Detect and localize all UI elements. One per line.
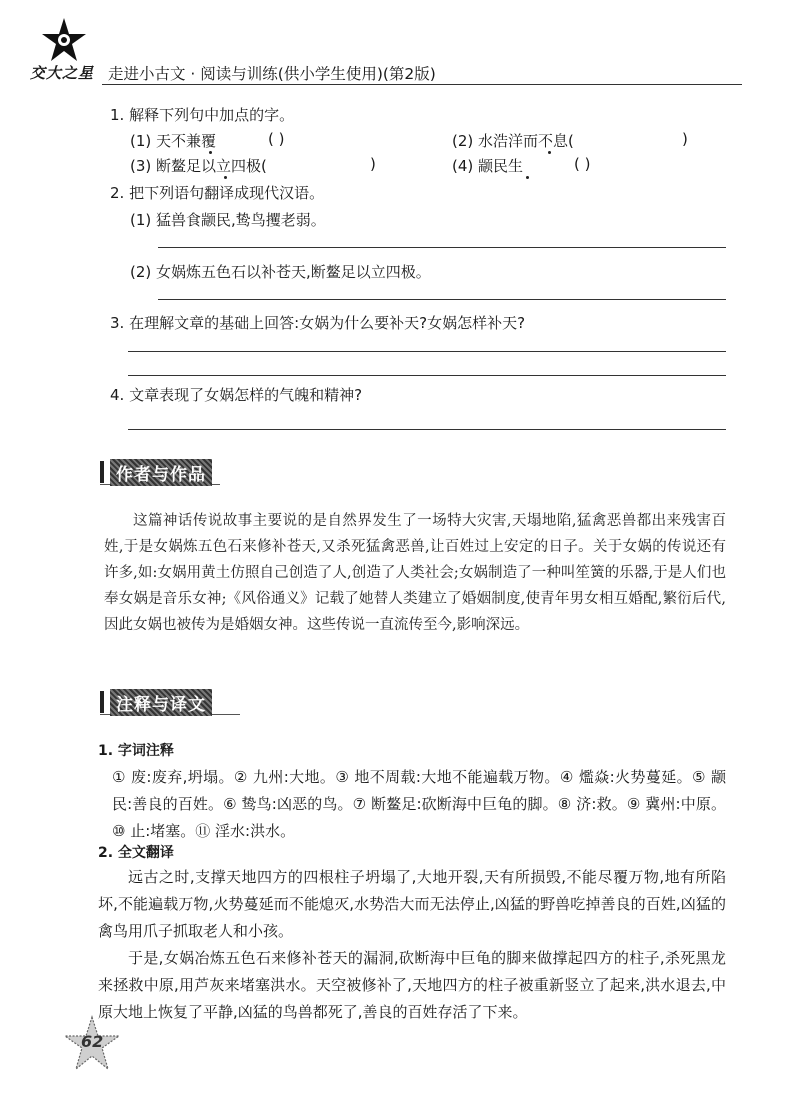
q1-stem: 1. 解释下列句中加点的字。 bbox=[110, 106, 295, 124]
section-marker-icon bbox=[100, 461, 104, 483]
author-paragraph: 这篇神话传说故事主要说的是自然界发生了一场特大灾害,天塌地陷,猛禽恶兽都出来残害百姓,于是女娲炼五色石来修补苍天,又杀死猛禽恶兽,让百姓过上安定的日子。关于女娲的传说还有许多,如:女娲用黄土仿照自己创造了人,创造了人类社会;女娲制造了一种叫笙簧的乐器,于是人们也奉女娲是音乐女神;《风俗通义》记载了她替人类建立了婚姻制度,使青年男女相互婚配,繁衍后代,因此女娲也被传为是婚姻女神。这些传说一直流传至今,影响深远。 bbox=[104, 513, 726, 633]
q2-stem: 2. 把下列语句翻译成现代汉语。 bbox=[110, 184, 325, 202]
q1-item-1-answer[interactable]: ( ) bbox=[268, 130, 285, 148]
translation-paragraph-2: 于是,女娲冶炼五色石来修补苍天的漏洞,砍断海中巨龟的脚来做撑起四方的柱子,杀死黑龙来拯救中原,用芦灰来堵塞洪水。天空被修补了,天地四方的柱子被重新竖立了起来,洪水退去,中原大地上恢复了平静,凶猛的鸟兽都死了,善良的百姓存活了下来。 bbox=[98, 949, 726, 1021]
q3-stem: 3. 在理解文章的基础上回答:女娲为什么要补天?女娲怎样补天? bbox=[110, 314, 526, 332]
brand-logo-text: 交大之星 bbox=[30, 64, 95, 82]
q1-item-2: (2) 水浩洋而不息( bbox=[452, 132, 574, 150]
emphasis-dot bbox=[209, 151, 212, 154]
translation-subheading: 2. 全文翻译 bbox=[98, 845, 174, 861]
q1-item-2-close: ) bbox=[682, 130, 688, 148]
notes-paragraph: ① 废:废弃,坍塌。② 九州:大地。③ 地不周载:大地不能遍载万物。④ 爁焱:火势蔓延。⑤ 颛民:善良的百姓。⑥ 鸷鸟:凶恶的鸟。⑦ 断鳌足:砍断海中巨龟的脚。⑧ 济:救。⑨ 冀州:中原。⑩ 止:堵塞。⑪ 淫水:洪水。 bbox=[112, 768, 726, 840]
section-heading-label: 作者与作品 bbox=[110, 459, 212, 486]
book-title: 走进小古文 · 阅读与训练(供小学生使用)(第2版) bbox=[108, 65, 436, 83]
emphasis-dot bbox=[224, 176, 227, 179]
emphasis-dot bbox=[548, 151, 551, 154]
answer-line[interactable] bbox=[128, 351, 726, 352]
q2-sentence-1: (1) 猛兽食颛民,鸷鸟攫老弱。 bbox=[130, 211, 326, 229]
answer-line[interactable] bbox=[158, 299, 726, 300]
notes-subheading: 1. 字词注释 bbox=[98, 743, 174, 759]
section-marker-icon bbox=[100, 691, 104, 713]
q1-item-3: (3) 断鳌足以立四极( bbox=[130, 157, 267, 175]
q1-item-4: (4) 颛民生 bbox=[452, 157, 524, 175]
q2-sentence-2: (2) 女娲炼五色石以补苍天,断鳌足以立四极。 bbox=[130, 263, 431, 281]
page-number: 62 bbox=[81, 1032, 104, 1051]
answer-line[interactable] bbox=[128, 429, 726, 430]
emphasis-dot bbox=[526, 176, 529, 179]
q1-item-3-close: ) bbox=[370, 155, 376, 173]
section-heading-notes bbox=[100, 690, 240, 715]
section-heading-label: 注释与译文 bbox=[110, 689, 212, 716]
header-rule bbox=[102, 84, 742, 85]
q4-stem: 4. 文章表现了女娲怎样的气魄和精神? bbox=[110, 386, 363, 404]
answer-line[interactable] bbox=[128, 375, 726, 376]
q1-item-4-answer[interactable]: ( ) bbox=[574, 155, 591, 173]
answer-line[interactable] bbox=[158, 247, 726, 248]
section-heading-author bbox=[100, 460, 220, 485]
translation-paragraph-1: 远古之时,支撑天地四方的四根柱子坍塌了,大地开裂,天有所损毁,不能尽覆万物,地有所陷坏,不能遍载万物,火势蔓延而不能熄灭,水势浩大而无法停止,凶猛的野兽吃掉善良的百姓,凶猛的禽鸟用爪子抓取老人和小孩。 bbox=[98, 868, 726, 940]
q1-item-1: (1) 天不兼覆 bbox=[130, 132, 217, 150]
star-logo-icon bbox=[40, 16, 88, 64]
